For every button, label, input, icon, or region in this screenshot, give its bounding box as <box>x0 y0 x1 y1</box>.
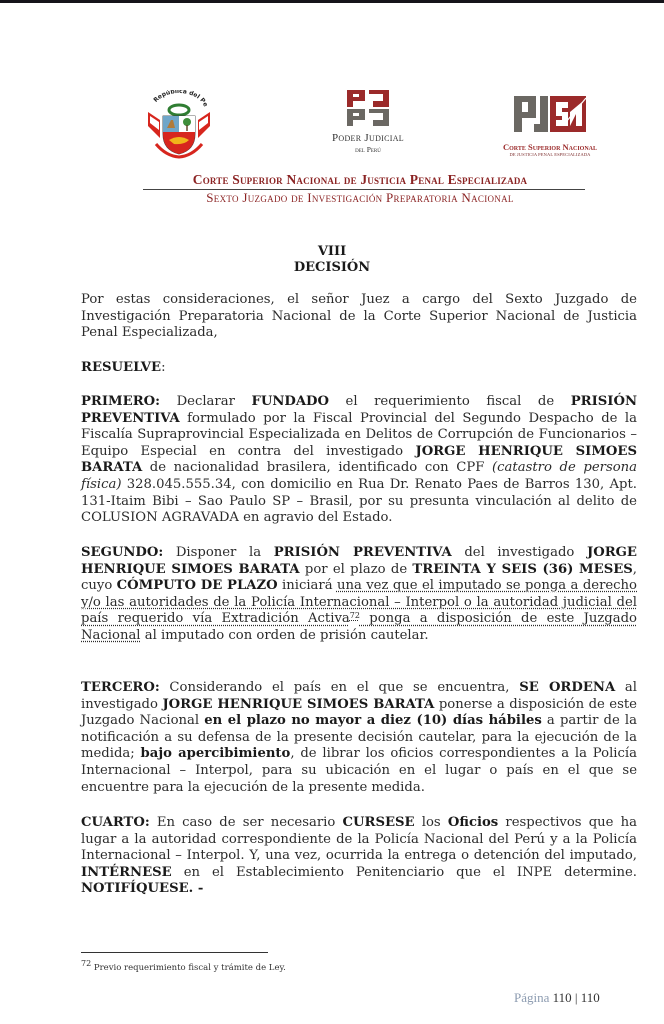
bold-text: JORGE HENRIQUE SIMOES BARATA <box>81 545 637 577</box>
page-separator: | <box>571 990 581 1005</box>
bold-text: JORGE HENRIQUE SIMOES BARATA <box>81 443 637 476</box>
bold-text: FUNDADO <box>251 394 329 409</box>
svg-text:República del Perú: República del Pe <box>152 90 210 108</box>
text: al investigado <box>81 680 637 712</box>
text: los <box>414 815 448 830</box>
text: , de librar los oficios correspondientes a la Policía Internacional – Interpol, para su ubicación en el lugar o país en el que se encuentre para la ejecución de la presente medida. <box>81 746 637 795</box>
tercero-label: TERCERO: <box>81 680 160 695</box>
bold-text: JORGE HENRIQUE SIMOES BARATA <box>162 696 435 712</box>
bold-text: bajo apercibimiento <box>140 746 291 762</box>
text: , cuyo <box>81 561 637 594</box>
italic-text: (catastro de persona física) <box>81 460 638 492</box>
peru-coat-of-arms-logo <box>146 90 212 160</box>
footnote-reference[interactable]: 72 <box>349 611 360 621</box>
intro-paragraph: Por estas consideraciones, el señor Juez a cargo del Sexto Juzgado de Investigación Preparatoria Nacional de la Corte Superior Nacional de Justicia Penal Especializada, <box>81 292 637 341</box>
text: formulado por la Fiscal Provincial del Segundo Despacho de la Fiscalía Supraprovincial Especializada en Delitos de Corrupción de Funcionarios – Equipo Especial en contra del investigado <box>81 410 637 459</box>
text: Considerando el país en el que se encuentra, <box>159 680 520 695</box>
text: en el Establecimiento Penitenciario que el INPE determine. <box>171 864 637 880</box>
poder-judicial-logo <box>313 88 423 163</box>
csn-mark-icon <box>510 92 590 136</box>
bold-text: CÓMPUTO DE PLAZO <box>116 578 278 594</box>
text: al imputado con orden de prisión cautelar. <box>140 627 429 643</box>
poder-judicial-sub: del Perú <box>355 145 381 154</box>
text: Disponer la <box>163 545 274 560</box>
text: de nacionalidad brasilera, identificado con CPF <box>142 460 493 476</box>
text: por el plazo de <box>299 561 413 577</box>
page-total: 110 <box>580 990 600 1005</box>
underlined-text: ponga a disposición de este Juzgado Nacional <box>81 611 637 643</box>
text: a partir de la notificación a su defensa de la presente decisión cautelar, para la ejecución de la medida; <box>81 713 637 762</box>
footnote-number: 72 <box>81 959 92 968</box>
text: 328.045.555.34, con domicilio en Rua Dr. Renato Paes de Barros 130, Apt. 131-Itaim Bibi – Sao Paulo SP – Brasil, por su presunta vinculación al delito de COLUSION AGRAVADA en agravio del Estado. <box>81 476 637 526</box>
text: respectivos que ha lugar a la autoridad correspondiente de la Policía Nacional del Perú y a la Policía Internacional – Interpol. Y, una vez, ocurrida la entrega o detención del imputado, <box>81 815 637 864</box>
page-current: 110 <box>552 990 572 1005</box>
poder-judicial-mark-icon <box>345 88 391 128</box>
top-bar <box>0 0 664 3</box>
poder-judicial-name: Poder Judicial <box>331 132 404 144</box>
page-label: Página <box>514 990 553 1005</box>
text: En caso de ser necesario <box>149 815 343 830</box>
bold-text: PRISIÓN PREVENTIVA <box>81 394 638 426</box>
underlined-text: una vez que el imputado se ponga a derecho y/o las autoridades de la Policía Internacional – Interpol o la autoridad judicial del país requerido vía Extradición Activa <box>81 578 637 627</box>
cuarto-paragraph <box>81 815 637 898</box>
resuelve-heading <box>81 360 637 377</box>
cuarto-label: CUARTO: <box>81 815 150 830</box>
primero-paragraph <box>81 394 637 527</box>
text: Declarar <box>160 394 252 409</box>
section-number: VIII <box>317 244 347 259</box>
bold-text: Oficios <box>447 815 499 830</box>
csn-name: Corte Superior Nacional <box>502 142 598 152</box>
text: el requerimiento fiscal de <box>328 394 571 409</box>
tercero-paragraph <box>81 680 637 796</box>
bold-text: SE ORDENA <box>519 680 616 695</box>
bold-text: TREINTA Y SEIS (36) MESES <box>412 561 633 577</box>
bold-text: en el plazo no mayor a diez (10) días hábiles <box>204 713 542 729</box>
resuelve-colon: : <box>161 360 166 375</box>
resuelve-label: RESUELVE <box>81 360 162 375</box>
footnote-divider <box>81 952 268 953</box>
corte-superior-nacional-logo <box>490 92 610 158</box>
section-title: DECISIÓN <box>293 260 371 275</box>
court-subtitle: Sexto Juzgado de Investigación Preparatoria Nacional <box>206 190 514 205</box>
text: iniciará <box>277 578 337 594</box>
page-number <box>514 990 600 1006</box>
footnote <box>81 959 286 973</box>
segundo-label: SEGUNDO: <box>81 545 164 560</box>
bold-text: INTÉRNESE <box>81 864 172 880</box>
text: del investigado <box>451 545 587 560</box>
bold-text: NOTIFÍQUESE. - <box>81 881 204 897</box>
court-title: Corte Superior Nacional de Justicia Penal Especializada <box>192 172 528 187</box>
footnote-text: Previo requerimiento fiscal y trámite de Ley. <box>91 963 286 973</box>
bold-text: CURSESE <box>342 815 415 830</box>
text: ponerse a disposición de este Juzgado Nacional <box>81 696 637 729</box>
csn-sub: DE JUSTICIA PENAL ESPECIALIZADA <box>509 152 591 157</box>
bold-text: PRISIÓN PREVENTIVA <box>273 545 452 560</box>
segundo-paragraph <box>81 545 637 645</box>
primero-label: PRIMERO: <box>81 394 161 409</box>
